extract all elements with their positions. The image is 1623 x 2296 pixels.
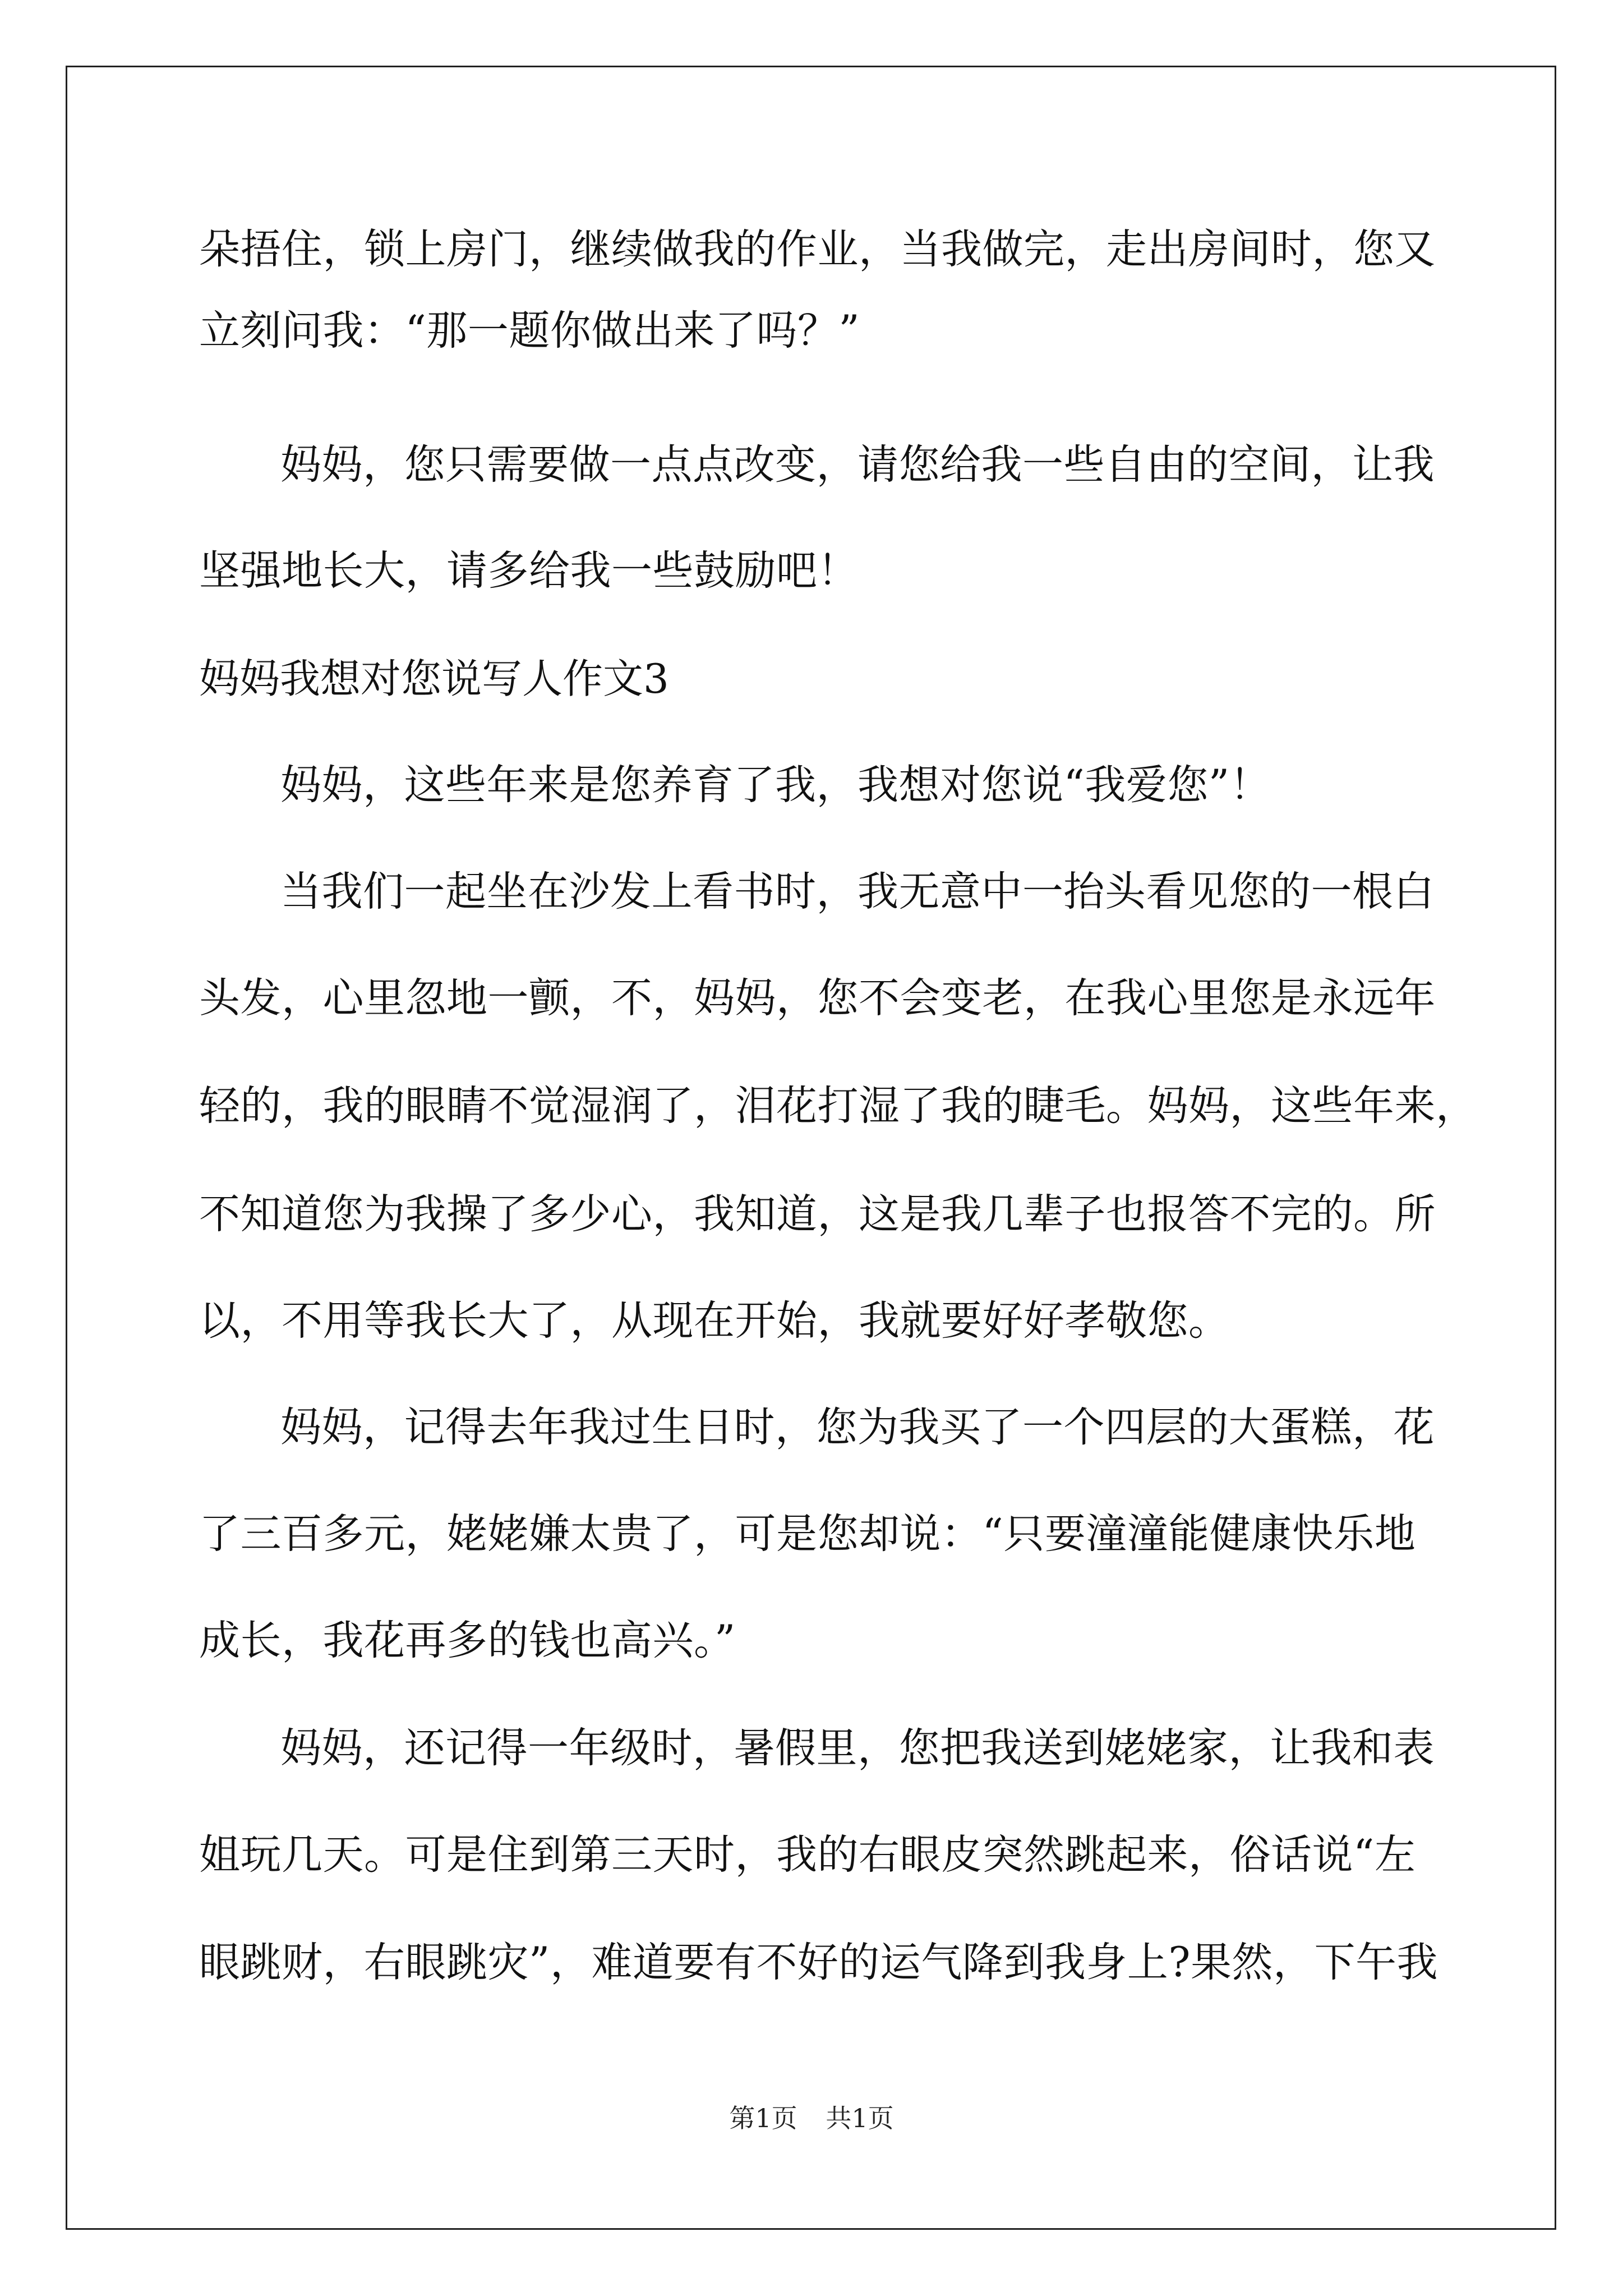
paragraph-line-12: 妈妈，记得去年我过生日时，您为我买了一个四层的大蛋糕，花 <box>280 1404 1435 1451</box>
page-number: 第1页 <box>729 2103 797 2133</box>
page-total: 共1页 <box>826 2103 894 2133</box>
paragraph-line-11: 以，不用等我长大了，从现在开始，我就要好好孝敬您。 <box>199 1297 1230 1345</box>
page-border <box>66 66 1556 2230</box>
paragraph-line-6: 妈妈，这些年来是您养育了我，我想对您说“我爱您”！ <box>280 761 1271 809</box>
paragraph-line-3: 妈妈，您只需要做一点点改变，请您给我一些自由的空间，让我 <box>280 441 1435 489</box>
paragraph-line-9: 轻的，我的眼睛不觉湿润了，泪花打湿了我的睫毛。妈妈，这些年来， <box>199 1082 1477 1130</box>
paragraph-line-1: 朵捂住，锁上房门，继续做我的作业，当我做完，走出房间时，您又 <box>199 226 1436 273</box>
paragraph-line-15: 妈妈，还记得一年级时，暑假里，您把我送到姥姥家，让我和表 <box>280 1724 1435 1772</box>
paragraph-line-13: 了三百多元，姥姥嫌太贵了，可是您却说：“只要潼潼能健康快乐地 <box>199 1510 1416 1558</box>
paragraph-line-2: 立刻问我：“那一题你做出来了吗？” <box>199 307 860 355</box>
section-heading: 妈妈我想对您说写人作文3 <box>199 655 669 702</box>
paragraph-line-16: 姐玩几天。可是住到第三天时，我的右眼皮突然跳起来，俗话说“左 <box>199 1831 1416 1879</box>
paragraph-line-4: 坚强地长大，请多给我一些鼓励吧！ <box>199 547 859 595</box>
paragraph-line-7: 当我们一起坐在沙发上看书时，我无意中一抬头看见您的一根白 <box>280 868 1435 915</box>
paragraph-line-10: 不知道您为我操了多少心，我知道，这是我几辈子也报答不完的。所 <box>199 1190 1436 1238</box>
paragraph-line-14: 成长，我花再多的钱也高兴。” <box>199 1617 736 1664</box>
page-footer <box>0 2101 1623 2135</box>
paragraph-line-8: 头发，心里忽地一颤，不，妈妈，您不会变老，在我心里您是永远年 <box>199 974 1436 1022</box>
paragraph-line-17: 眼跳财，右眼跳灾”，难道要有不好的运气降到我身上?果然，下午我 <box>199 1939 1438 1986</box>
